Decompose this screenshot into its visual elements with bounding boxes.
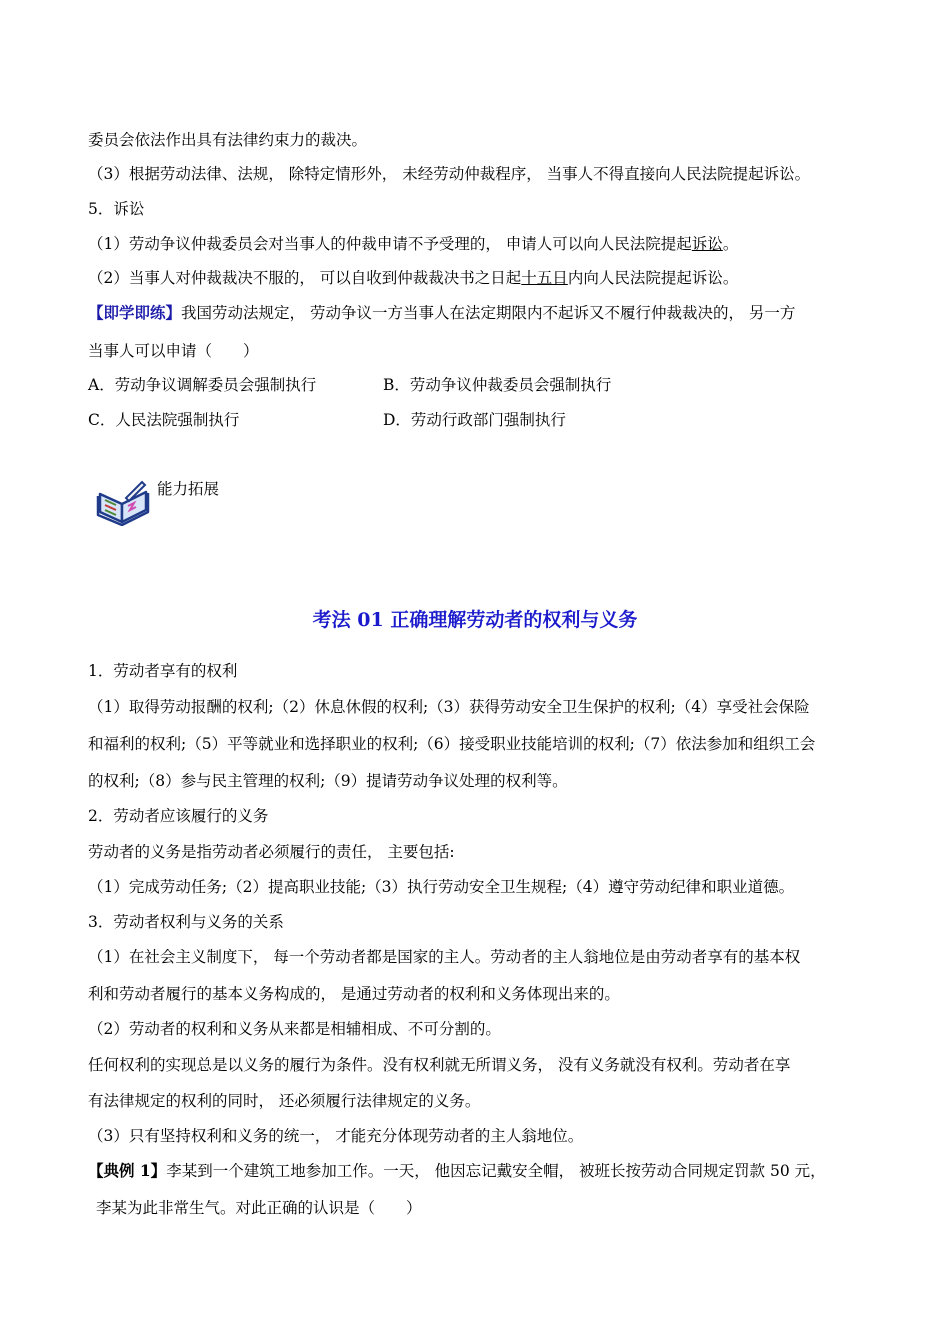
underlined-answer: 诉讼	[691, 235, 723, 253]
practice-question-text: 我国劳动法规定， 劳动争议一方当事人在法定期限内不起诉又不履行仲裁裁决的， 另一方	[181, 304, 796, 322]
open-book-icon	[96, 476, 150, 526]
arbitration-text-line: （3）根据劳动法律、法规， 除特定情形外， 未经劳动仲裁程序， 当事人不得直接向人民法院提起诉讼。	[88, 165, 811, 183]
rights-text-line: 的权利;（8）参与民主管理的权利;（9）提请劳动争议处理的权利等。	[88, 772, 568, 790]
option-a: A．劳动争议调解委员会强制执行	[88, 376, 317, 394]
option-b: B．劳动争议仲裁委员会强制执行	[383, 376, 612, 394]
practice-question-cont: 当事人可以申请（ ）	[88, 342, 259, 360]
duties-title: 2．劳动者应该履行的义务	[88, 807, 269, 825]
litigation-point-1	[88, 233, 738, 255]
example-question-text: 李某到一个建筑工地参加工作。一天， 他因忘记戴安全帽， 被班长按劳动合同规定罚款 50 元，	[166, 1162, 826, 1180]
option-c: C．人民法院强制执行	[88, 411, 240, 429]
underlined-answer: 十五日	[521, 269, 568, 287]
litigation-point-1-text: （1）劳动争议仲裁委员会对当事人的仲裁申请不予受理的， 申请人可以向人民法院提起	[88, 235, 692, 253]
relation-text-line: 任何权利的实现总是以义务的履行为条件。没有权利就无所谓义务， 没有义务就没有权利。劳动者在享	[88, 1056, 791, 1074]
practice-question	[88, 302, 795, 324]
litigation-point-1-end: 。	[722, 235, 739, 253]
option-d: D．劳动行政部门强制执行	[383, 411, 566, 429]
ability-extension-label: 能力拓展	[157, 480, 220, 498]
arbitration-text-line: 委员会依法作出具有法律约束力的裁决。	[88, 131, 368, 149]
relation-title: 3．劳动者权利与义务的关系	[88, 913, 284, 931]
relation-text-line: 有法律规定的权利的同时， 还必须履行法律规定的义务。	[88, 1092, 481, 1110]
relation-text-line: （1）在社会主义制度下， 每一个劳动者都是国家的主人。劳动者的主人翁地位是由劳动者享有的基本权	[88, 948, 801, 966]
duties-text-line: 劳动者的义务是指劳动者必须履行的责任， 主要包括:	[88, 843, 455, 861]
rights-title: 1．劳动者享有的权利	[88, 662, 238, 680]
method-heading: 考法 01 正确理解劳动者的权利与义务	[312, 609, 638, 631]
practice-tag: 【即学即练】	[88, 303, 182, 322]
litigation-point-2-text: （2）当事人对仲裁裁决不服的， 可以自收到仲裁裁决书之日起	[88, 269, 522, 287]
example-question-cont: 李某为此非常生气。对此正确的认识是（ ）	[96, 1199, 422, 1217]
relation-text-line: （2）劳动者的权利和义务从来都是相辅相成、不可分割的。	[88, 1020, 501, 1038]
litigation-point-2	[88, 267, 738, 289]
example-question	[88, 1160, 826, 1182]
section-title-litigation: 5．诉讼	[88, 200, 145, 218]
relation-text-line: 利和劳动者履行的基本义务构成的， 是通过劳动者的权利和义务体现出来的。	[88, 985, 620, 1003]
rights-text-line: （1）取得劳动报酬的权利;（2）休息休假的权利;（3）获得劳动安全卫生保护的权利;（4）享受社会保险	[88, 698, 810, 716]
litigation-point-2-end: 内向人民法院提起诉讼。	[567, 269, 739, 287]
example-tag: 【典例 1】	[88, 1161, 167, 1180]
rights-text-line: 和福利的权利;（5）平等就业和选择职业的权利;（6）接受职业技能培训的权利;（7）依法参加和组织工会	[88, 735, 816, 753]
relation-text-line: （3）只有坚持权利和义务的统一， 才能充分体现劳动者的主人翁地位。	[88, 1127, 584, 1145]
duties-text-line: （1）完成劳动任务;（2）提高职业技能;（3）执行劳动安全卫生规程;（4）遵守劳动纪律和职业道德。	[88, 878, 795, 896]
